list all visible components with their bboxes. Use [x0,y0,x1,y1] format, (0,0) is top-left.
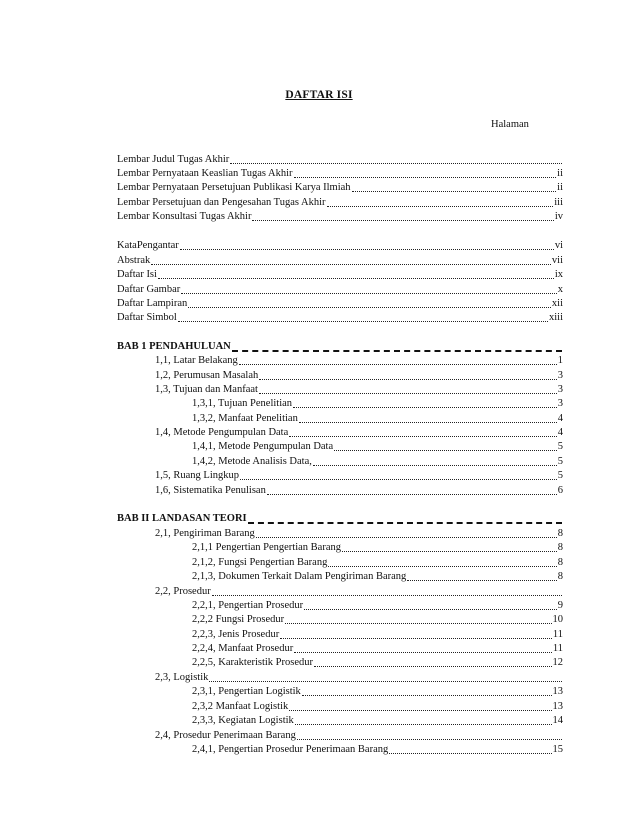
toc-page-number: 6 [557,485,563,496]
toc-page-number: iv [554,211,563,222]
page-title: DAFTAR ISI [285,89,353,101]
dot-leader [280,628,552,639]
toc-entry [155,483,563,497]
toc-page-number: 9 [557,600,563,611]
toc-entry-label: 1,3, Tujuan dan Manfaat [155,384,258,395]
toc-page-number: ii [557,168,563,179]
toc-entry [117,209,563,223]
toc-entry-label: Daftar Gambar [117,284,181,295]
toc-entry-label: KataPengantar [117,240,179,251]
toc-page-number: 14 [552,715,563,726]
toc-entry-label: Daftar Simbol [117,312,177,323]
toc-entry [192,627,563,641]
toc-entry [192,684,563,698]
toc-entry [155,670,563,684]
toc-entry-label: 1,6, Sistematika Penulisan [155,485,266,496]
toc-entry [192,598,563,612]
dot-leader [314,656,551,667]
toc-entry-label: 2,1,3, Dokumen Terkait Dalam Pengiriman Barang [192,571,407,582]
toc-entry-label: Lembar Konsultasi Tugas Akhir [117,211,252,222]
toc-entry-label: BAB II LANDASAN TEORI [117,513,247,524]
toc-page-number: xiii [548,312,563,323]
dot-leader [151,254,551,265]
toc-entry-label: 1,4,1, Metode Pengumpulan Data [192,441,334,452]
toc-entry [192,655,563,669]
toc-entry-label: 2,3, Logistik [155,672,209,683]
dot-leader [178,311,548,322]
toc-chapter-row [117,511,563,525]
toc-page-number: 4 [557,427,563,438]
toc-entry-label: 2,4,1, Pengertian Prosedur Penerimaan Barang [192,744,389,755]
toc-entry [117,296,563,310]
dot-leader [313,455,557,466]
toc-entry-label: 2,1,2, Fungsi Pengertian Barang [192,557,328,568]
toc-entry-label: Lembar Judul Tugas Akhir [117,154,230,165]
dot-leader [302,685,552,696]
dot-leader [293,397,557,408]
toc-entry [155,584,563,598]
toc-page-number: 13 [552,686,563,697]
dot-leader [259,383,557,394]
toc-entry-label: 2,2,2 Fungsi Prosedur [192,614,285,625]
dot-leader [407,570,556,581]
toc-entry [192,411,563,425]
dot-leader [212,585,562,596]
toc-entry [117,238,563,252]
toc-page-number: 3 [557,370,563,381]
toc-entry-label: 2,2,1, Pengertian Prosedur [192,600,304,611]
toc-page-number: 11 [552,629,563,640]
dot-leader [294,642,552,653]
toc-entry-label: Lembar Pernyataan Keaslian Tugas Akhir [117,168,293,179]
toc-entry [155,468,563,482]
toc-entry [155,425,563,439]
toc-entry-label: 1,3,2, Manfaat Penelitian [192,413,298,424]
toc-entry-label: Daftar Isi [117,269,157,280]
toc-page-number: 8 [557,528,563,539]
toc-page-number: ix [554,269,563,280]
toc-page-number: x [557,284,563,295]
toc-page-number: 5 [557,456,563,467]
toc-entry [155,382,563,396]
dot-leader [334,440,557,451]
toc-entry [192,713,563,727]
dot-leader [267,484,557,495]
toc-entry-label: 1,1, Latar Belakang [155,355,238,366]
toc-entry [117,152,563,166]
dot-leader [240,469,557,480]
toc-entry [155,353,563,367]
toc-entry-label: 2,1, Pengiriman Barang [155,528,255,539]
toc-entry [117,195,563,209]
toc-entry-label: 1,2, Perumusan Masalah [155,370,259,381]
toc-page-number: 3 [557,384,563,395]
toc-page-number: 4 [557,413,563,424]
toc-entry-label: Daftar Lampiran [117,298,188,309]
dot-leader [342,541,557,552]
toc-page-number: vi [554,240,563,251]
toc-page-number: 12 [552,657,563,668]
dot-leader [285,613,551,624]
toc-entry [117,253,563,267]
toc-entry [117,282,563,296]
toc-page-number: 10 [552,614,563,625]
dot-leader [230,153,562,164]
toc-entry-label: 2,2, Prosedur [155,586,211,597]
dot-leader [328,556,556,567]
toc-entry-label: 2,4, Prosedur Penerimaan Barang [155,730,296,741]
dot-leader [252,210,553,221]
toc-page-number: 15 [552,744,563,755]
toc-entry-label: Abstrak [117,255,151,266]
dot-leader [304,599,557,610]
toc-page-number: 3 [557,398,563,409]
toc-entry-label: 1,5, Ruang Lingkup [155,470,239,481]
toc-entry [192,454,563,468]
toc-entry [192,742,563,756]
toc-entry [155,368,563,382]
dot-leader [297,729,562,740]
toc-entry [155,526,563,540]
dot-leader [259,369,557,380]
toc-entry-label: BAB 1 PENDAHULUAN [117,341,231,352]
toc-entry-label: 2,2,4, Manfaat Prosedur [192,643,294,654]
toc-page-number: 1 [557,355,563,366]
toc-entry-label: 2,2,3, Jenis Prosedur [192,629,280,640]
toc-page-number: 5 [557,470,563,481]
toc-page-number: 8 [557,557,563,568]
dot-leader [232,340,562,352]
toc-entry [117,267,563,281]
toc-entry [192,569,563,583]
toc-entry [192,396,563,410]
toc-entry [155,728,563,742]
dot-leader [299,412,557,423]
toc-page-number: xii [551,298,563,309]
toc-entry-label: 1,4,2, Metode Analisis Data, [192,456,312,467]
dot-leader [294,167,557,178]
toc-entry [117,180,563,194]
dot-leader [188,297,551,308]
toc-entry-label: 2,3,2 Manfaat Logistik [192,701,289,712]
dot-leader [352,181,557,192]
toc-entry [192,439,563,453]
dot-leader [256,527,557,538]
toc-page-number: ii [557,182,563,193]
dot-leader [327,196,554,207]
toc-entry [192,641,563,655]
toc-entry-label: 1,3,1, Tujuan Penelitian [192,398,293,409]
dot-leader [181,283,556,294]
dot-leader [295,714,552,725]
toc-page-number: 8 [557,542,563,553]
toc-entry [192,699,563,713]
toc-entry [117,310,563,324]
dot-leader [289,426,556,437]
dot-leader [180,239,554,250]
toc-page-number: 8 [557,571,563,582]
toc-entry [192,612,563,626]
dot-leader [209,671,562,682]
dot-leader [239,354,557,365]
toc-chapter-row [117,339,563,353]
toc-entry-label: 1,4, Metode Pengumpulan Data [155,427,289,438]
toc-entry-label: 2,3,1, Pengertian Logistik [192,686,301,697]
toc-page-number: vii [551,255,563,266]
toc-entry [192,555,563,569]
toc-entry-label: 2,2,5, Karakteristik Prosedur [192,657,314,668]
toc-page-number: 13 [552,701,563,712]
toc-entry-label: 2,3,3, Kegiatan Logistik [192,715,294,726]
toc-entry-label: Lembar Persetujuan dan Pengesahan Tugas Akhir [117,197,326,208]
dot-leader [158,268,554,279]
toc-entry-label: 2,1,1 Pengertian Pengertian Barang [192,542,341,553]
dot-leader [389,743,551,754]
toc-page-number: iii [554,197,563,208]
dot-leader [289,700,551,711]
toc-entry [192,540,563,554]
toc-page-number: 5 [557,441,563,452]
toc-page-number: 11 [552,643,563,654]
toc-entry [117,166,563,180]
toc-entry-label: Lembar Pernyataan Persetujuan Publikasi Karya Ilmiah [117,182,351,193]
page-column-header: Halaman [491,119,529,130]
dot-leader [248,512,562,524]
